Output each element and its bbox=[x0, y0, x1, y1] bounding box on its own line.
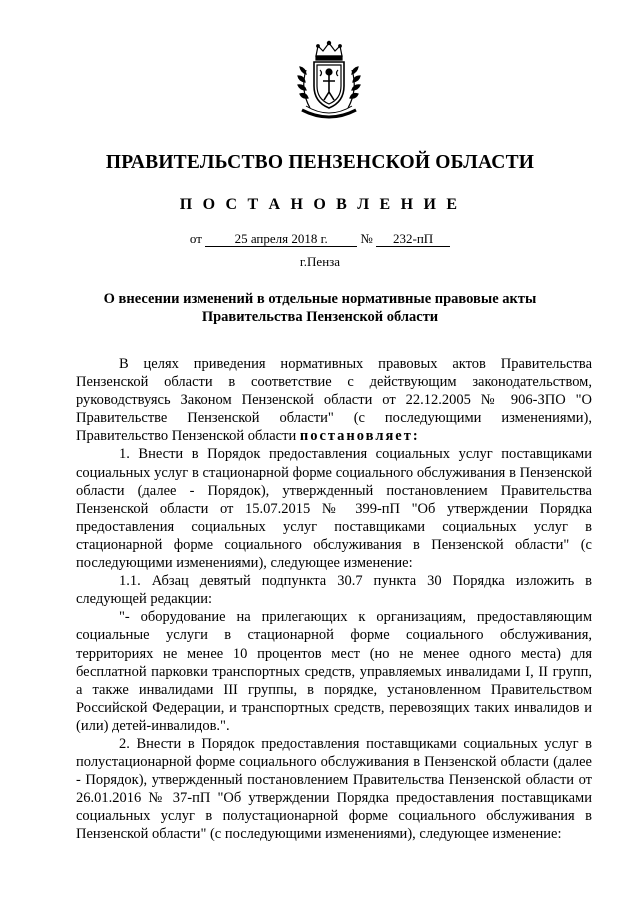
document-body bbox=[76, 355, 592, 844]
date-prefix: от bbox=[189, 231, 202, 246]
document-subject bbox=[0, 290, 640, 326]
intro-text: В целях приведения нормативных правовых актов Правительства Пензенской области в соответствие с действующим законодательством, руководствуясь Законом Пензенской области от 22.12.2005 № 906-ЗПО "О Правительстве Пензенской области" (с последующими изменениями), Правительство Пензенской области bbox=[76, 356, 592, 445]
quoted-amendment-paragraph: "- оборудование на прилегающих к организациям, предоставляющим социальные услуги в стационарной форме социального обслуживания, территориях не менее 10 процентов мест (но не менее одного места) для бесплатной парковки транспортных средств, управляемых инвалидами I, II групп, а также инвалидами III группы, в порядке, установленном Правительством Российской Федерации, и транспортных средств, перевозящих таких инвалидов и (или) детей-инвалидов.". bbox=[76, 609, 592, 734]
document-date: 25 апреля 2018 г. bbox=[205, 232, 357, 247]
document-type: П О С Т А Н О В Л Е Н И Е bbox=[179, 196, 461, 213]
number-prefix: № bbox=[360, 231, 373, 246]
subject-line-1: О внесении изменений в отдельные нормативные правовые акты bbox=[103, 291, 537, 307]
city: г.Пенза bbox=[299, 254, 341, 269]
intro-paragraph bbox=[76, 355, 592, 445]
coat-of-arms-emblem bbox=[296, 40, 362, 124]
document-date-number bbox=[0, 231, 640, 247]
organization-title: ПРАВИТЕЛЬСТВО ПЕНЗЕНСКОЙ ОБЛАСТИ bbox=[105, 152, 535, 173]
document-number: 232-пП bbox=[376, 232, 450, 247]
item-1-paragraph: 1. Внести в Порядок предоставления социальных услуг поставщиками социальных услуг в стационарной форме социального обслуживания в Пензенской области (далее - Порядок), утвержденный постановлением Правительства Пензенской области от 15.07.2015 № 399-пП "Об утверждении Порядка предоставления социальных услуг поставщиками социальных услуг в стационарной форме социального обслуживания в Пензенской области" (с последующими изменениями), следующее изменение: bbox=[76, 446, 592, 572]
resolves-word: постановляет: bbox=[299, 428, 420, 445]
subject-line-2: Правительства Пензенской области bbox=[201, 309, 439, 325]
item-2-paragraph: 2. Внести в Порядок предоставления поставщиками социальных услуг в полустационарной форме социального обслуживания в Пензенской области (далее - Порядок), утвержденный постановлением Правительства Пензенской области от 26.01.2016 № 37-пП "Об утверждении Порядка предоставления поставщиками социальных услуг в полустационарной форме социального обслуживания в Пензенской области" (с последующими изменениями), следующее изменение: bbox=[76, 735, 592, 843]
item-1-1-paragraph: 1.1. Абзац девятый подпункта 30.7 пункта 30 Порядка изложить в следующей редакции: bbox=[76, 573, 592, 608]
